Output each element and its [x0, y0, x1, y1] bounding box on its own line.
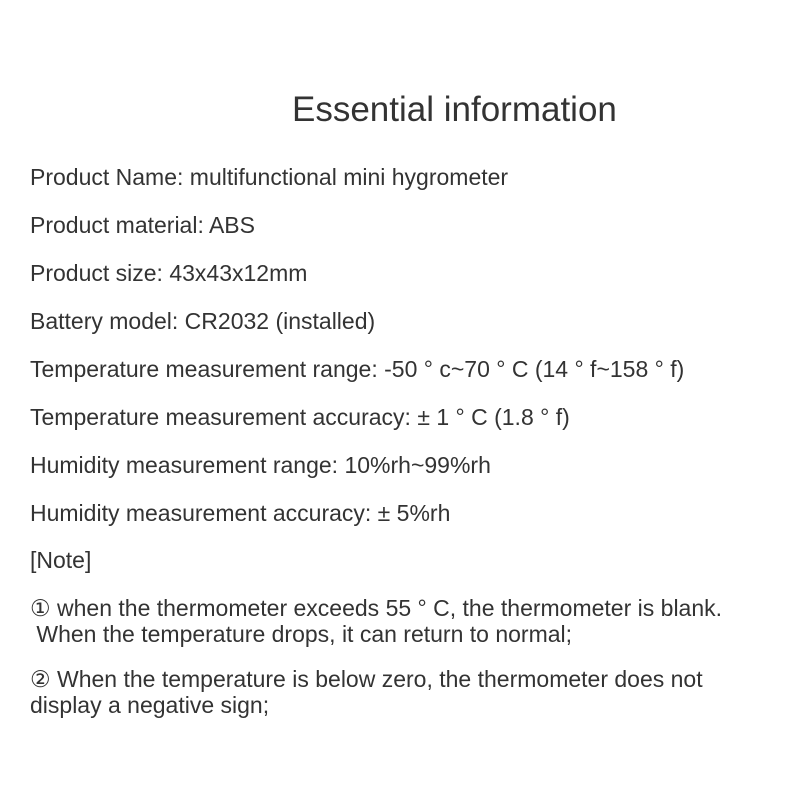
note-item — [30, 666, 790, 718]
note-heading: [Note] — [30, 547, 92, 573]
spec-product-size: Product size: 43x43x12mm — [30, 260, 308, 286]
spec-product-name: Product Name: multifunctional mini hygrometer — [30, 164, 509, 190]
spec-humidity-range: Humidity measurement range: 10%rh~99%rh — [30, 452, 491, 478]
spec-temperature-range: Temperature measurement range: -50 ° c~70 ° C (14 ° f~158 ° f) — [30, 356, 685, 382]
note-line: display a negative sign; — [30, 692, 270, 718]
spec-temperature-accuracy: Temperature measurement accuracy: ± 1 ° C (1.8 ° f) — [30, 404, 570, 430]
spec-product-material: Product material: ABS — [30, 212, 255, 238]
note-line: ① when the thermometer exceeds 55 ° C, the thermometer is blank. — [30, 595, 723, 621]
note-item — [30, 595, 790, 647]
page-title: Essential information — [292, 90, 617, 129]
note-line: When the temperature drops, it can return to normal; — [30, 621, 573, 647]
spec-humidity-accuracy: Humidity measurement accuracy: ± 5%rh — [30, 500, 451, 526]
spec-battery-model: Battery model: CR2032 (installed) — [30, 308, 376, 334]
note-line: ② When the temperature is below zero, the thermometer does not — [30, 666, 703, 692]
